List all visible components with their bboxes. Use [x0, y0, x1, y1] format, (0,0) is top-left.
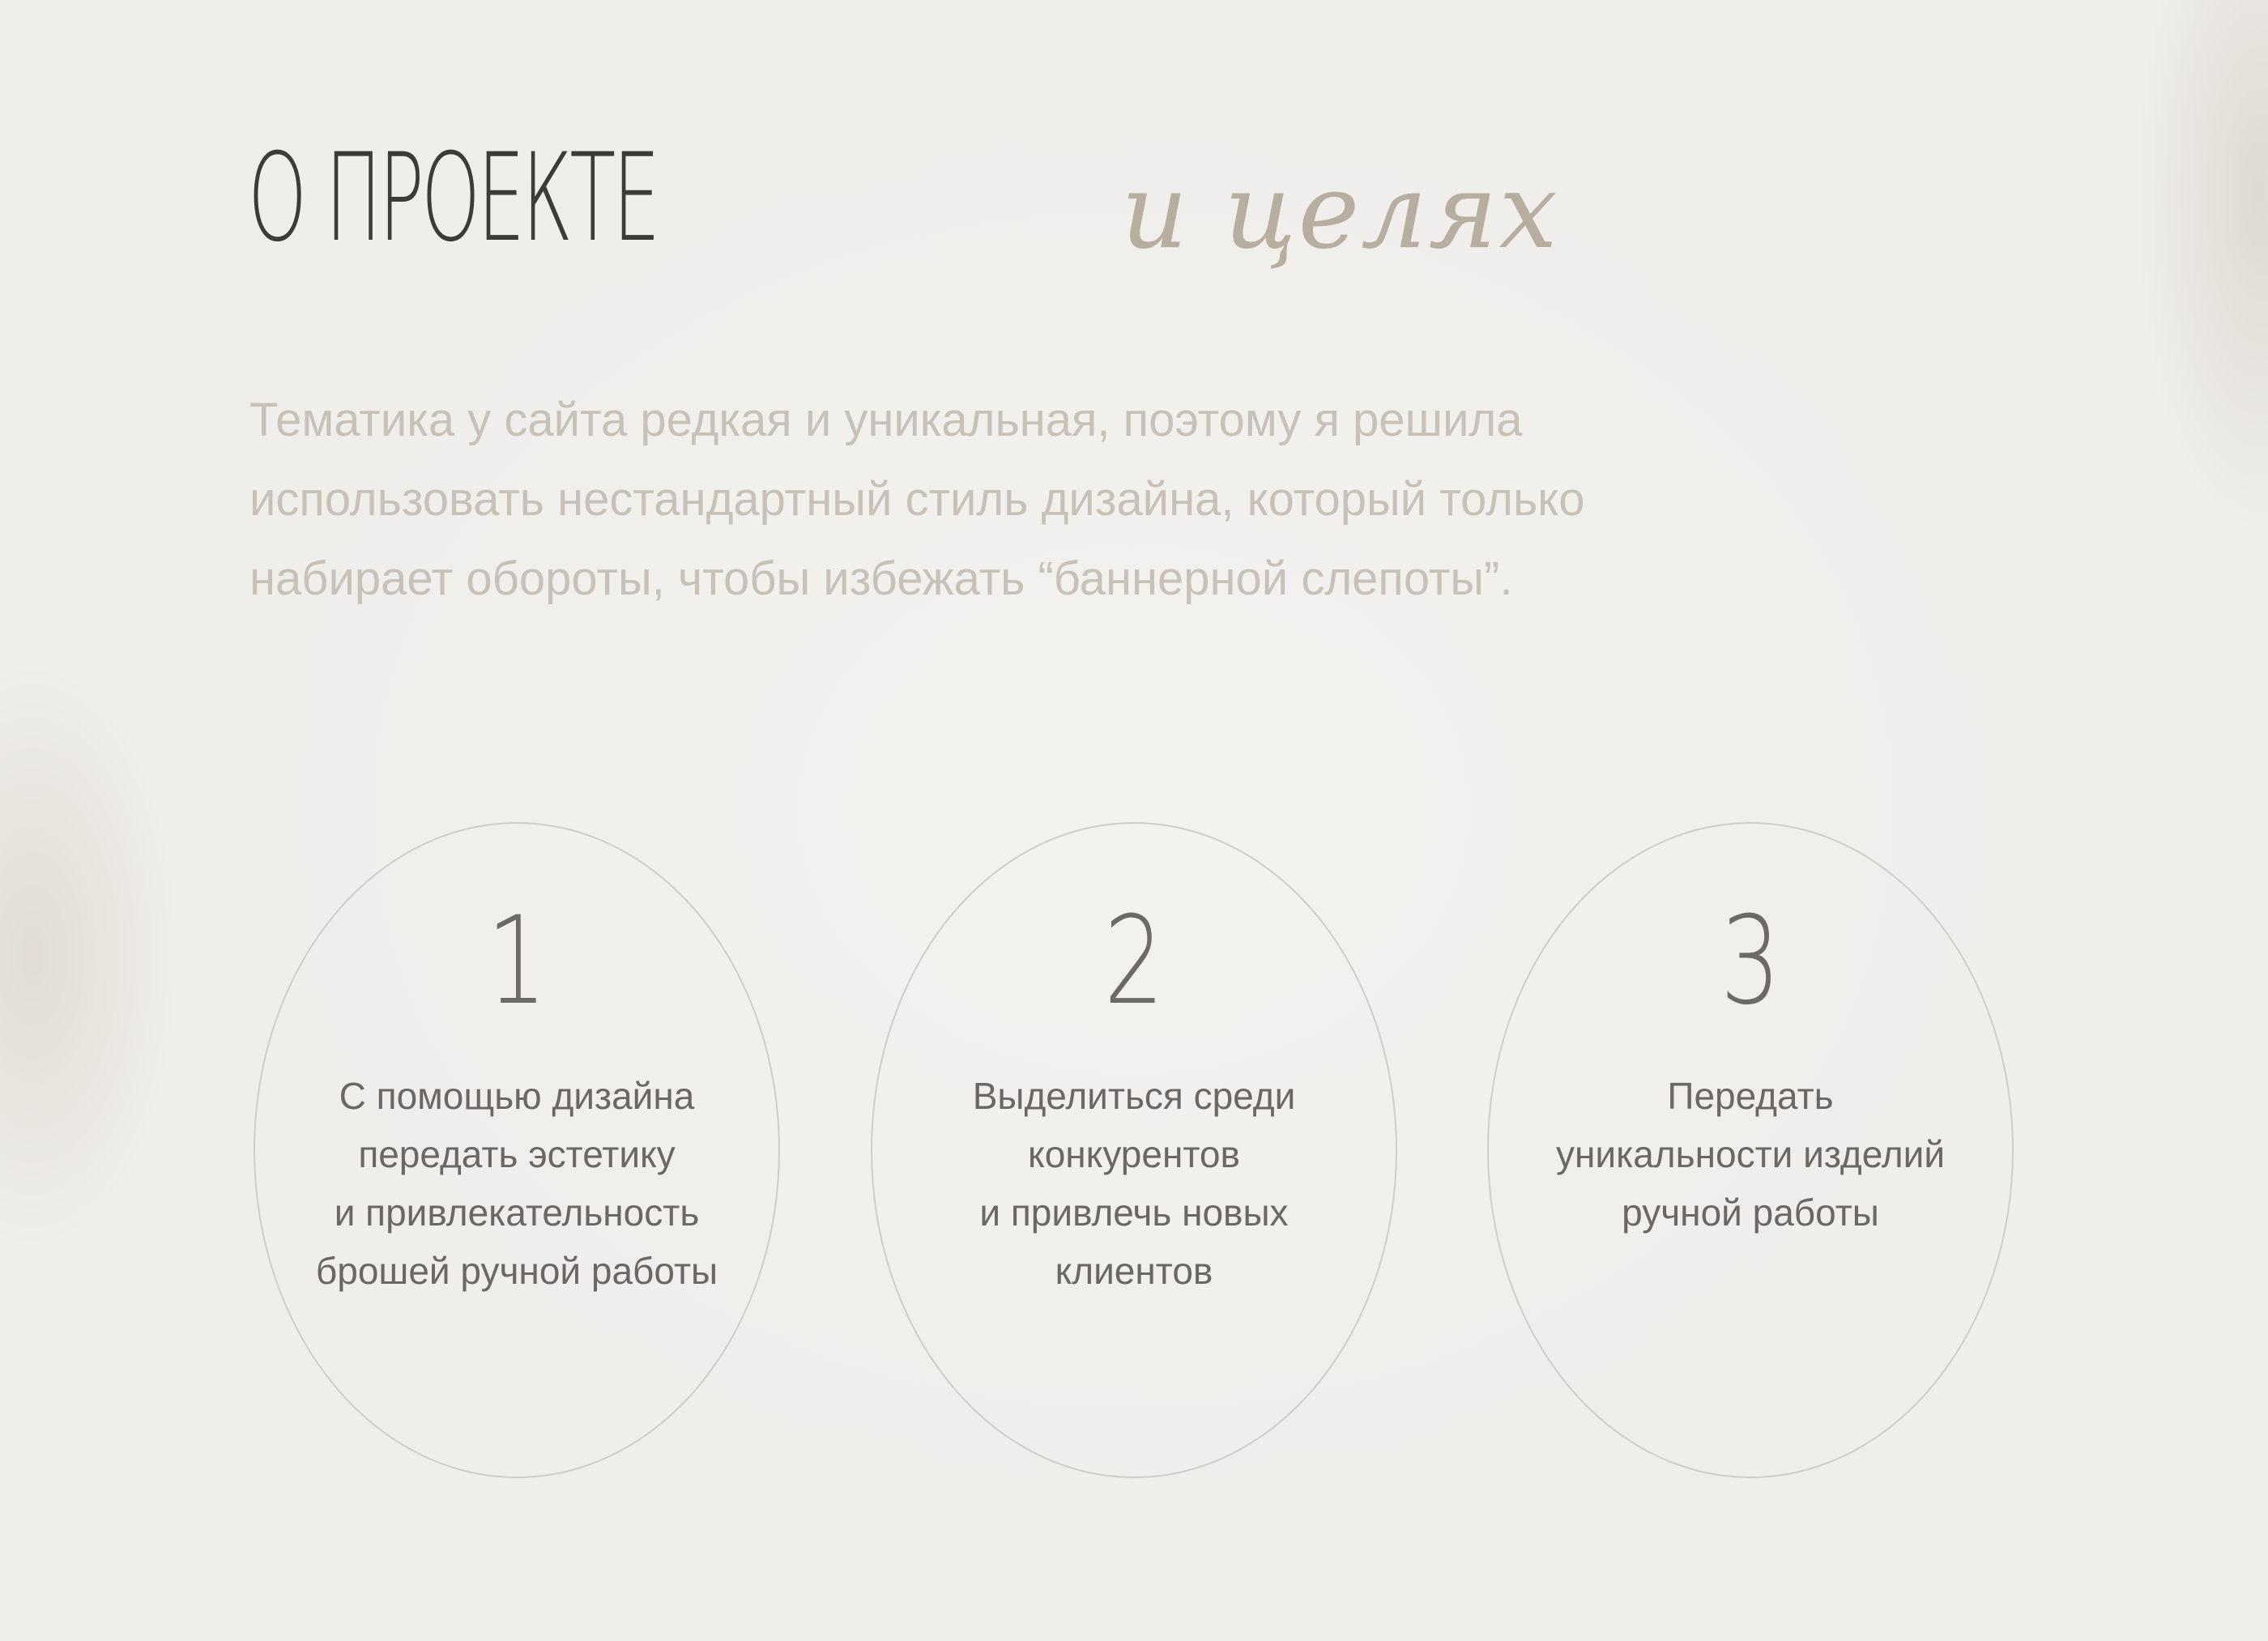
goal-text-line: ручной работы	[1622, 1191, 1879, 1234]
page-title	[248, 128, 1559, 292]
goal-text-line: конкурентов	[1028, 1133, 1240, 1175]
intro-line: Тематика у сайта редкая и уникальная, поэтому я решила	[249, 394, 1523, 446]
goal-text	[1489, 1067, 2012, 1242]
goal-text-line: и привлекательность	[334, 1191, 700, 1234]
goal-text-line: клиентов	[1055, 1250, 1213, 1292]
goal-number: 1	[486, 891, 548, 1032]
intro-paragraph	[249, 381, 1788, 619]
goal-text-line: Передать	[1667, 1075, 1834, 1117]
goal-text-line: уникальности изделий	[1555, 1133, 1946, 1175]
goal-text	[872, 1067, 1396, 1300]
title-main: О ПРОЕКТЕ	[248, 128, 658, 269]
goal-circle-3	[1487, 822, 2014, 1478]
goal-circle-1	[254, 822, 780, 1478]
intro-line: набирает обороты, чтобы избежать “баннерной слепоты”.	[249, 552, 1513, 605]
goal-text-line: и привлечь новых	[979, 1191, 1289, 1234]
goal-text-line: Выделиться среди	[972, 1075, 1296, 1117]
goal-number: 2	[1103, 891, 1165, 1032]
goal-text-line: С помощью дизайна	[339, 1075, 695, 1117]
goal-number: 3	[1720, 891, 1781, 1032]
goal-text-line: брошей ручной работы	[315, 1250, 718, 1292]
title-accent: и целях	[1121, 151, 1559, 272]
intro-line: использовать нестандартный стиль дизайна, который только	[249, 473, 1585, 526]
goal-text-line: передать эстетику	[358, 1133, 676, 1175]
goal-circle-2	[871, 822, 1397, 1478]
goal-text	[255, 1067, 778, 1300]
